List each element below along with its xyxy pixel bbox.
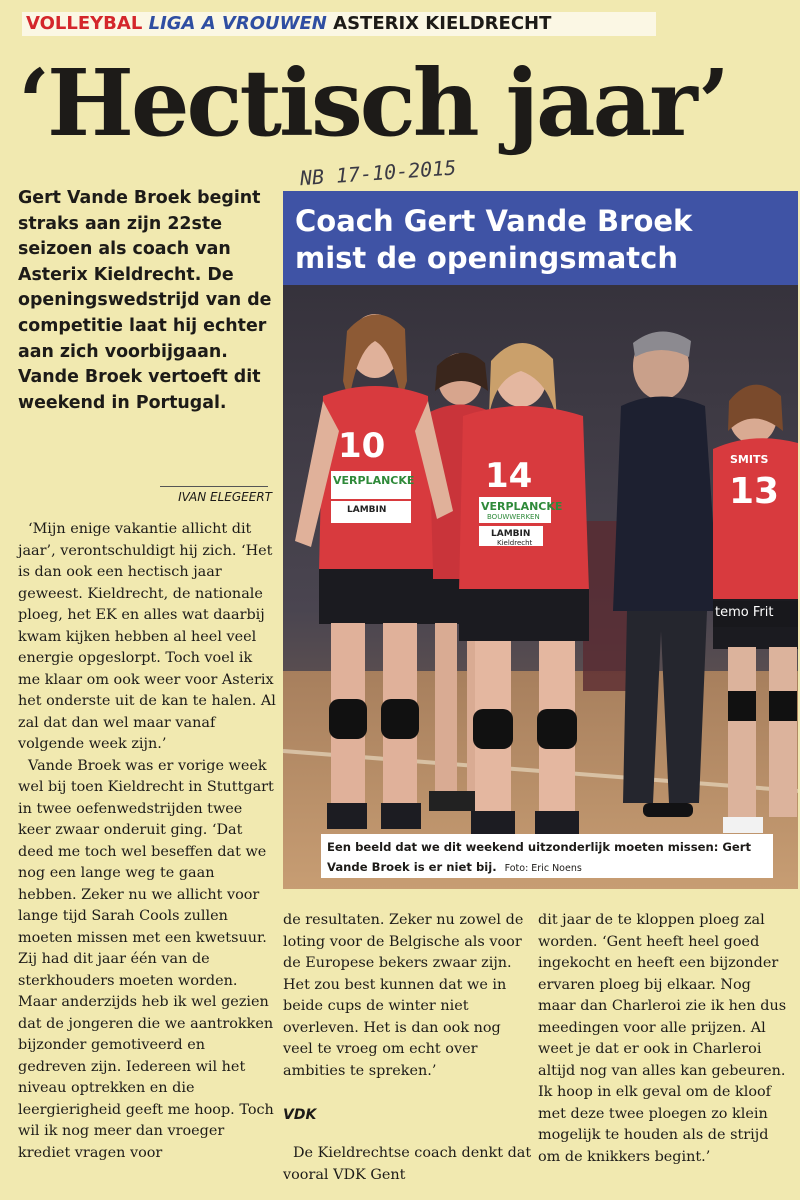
- team-label: ASTERIX KIELDRECHT: [333, 13, 552, 34]
- body-paragraph: Vande Broek was er vorige week wel bij toen Kieldrecht in Stuttgart in twee oefenwedstrijden twee keer zwaar onderuit ging. ‘Dat deed me toch wel beseffen dat we nog een lange weg te gaan hebben. Zeker nu we allicht voor lange tijd Sarah Cools zullen moeten missen met een kwetsuur. Zij had dit jaar één van de sterkhouders moeten worden. Maar anderzijds heb ik wel gezien dat de jongeren die we aantrokken bijzonder gemotiveerd en gedreven zijn. Iedereen wil het niveau optrekken en die leergierigheid geeft me hoop. Toch wil ik nog meer dan vroeger krediet vragen voor: [18, 757, 274, 1161]
- jersey-number-10: 10: [338, 426, 386, 466]
- sport-label: VOLLEYBAL: [26, 13, 143, 34]
- jersey-sponsor-10-sub: LAMBIN: [347, 505, 387, 515]
- handwritten-date-note: NB 17-10-2015: [299, 155, 458, 191]
- body-paragraph: dit jaar de te kloppen ploeg zal worden. ‘Gent heeft heel goed ingekocht en heeft een bijzonder ervaren ploeg bij elkaar. Nog maar dan Charleroi zie ik hen dus meedingen voor alle prijzen. Al weet je dat er ook in Charleroi altijd nog van alles kan gebeuren. Ik hoop in elk geval om de kloof met deze twee ploegen zo klein mogelijk te houden als de strijd om de knikkers begint.’: [538, 912, 787, 1165]
- headline: ‘Hectisch jaar’: [18, 49, 728, 157]
- league-label: LIGA A VROUWEN: [148, 13, 327, 34]
- body-column-2-continued: [283, 1143, 533, 1186]
- body-column-2: [283, 910, 533, 1082]
- photo-block: [283, 191, 798, 889]
- jersey-number-14: 14: [485, 456, 533, 496]
- photo-title-line-2: mist de openingsmatch: [295, 241, 678, 275]
- jersey-sponsor-14-lambin: LAMBIN: [491, 529, 531, 539]
- jersey-number-13: 13: [729, 471, 780, 512]
- body-paragraph: De Kieldrechtse coach denkt dat vooral VDK Gent: [283, 1145, 532, 1183]
- jersey-sponsor-14-town: Kieldrecht: [497, 539, 533, 547]
- photo-credit: Foto: Eric Noens: [504, 863, 582, 874]
- body-paragraph: ‘Mijn enige vakantie allicht dit jaar’, verontschuldigt hij zich. ‘Het is dan ook een hectisch jaar geweest. Kieldrecht, de nationale ploeg, het EK en alles wat daarbij kwam kijken hebben al heel veel energie opgeslorpt. Toch voel ik me klaar om ook weer voor Asterix het onderste uit de kan te halen. Al zal dat dan wel maar vanaf volgende week zijn.’: [18, 521, 276, 752]
- jersey-sponsor-14: VERPLANCKE: [481, 500, 563, 513]
- lead-paragraph: Gert Vande Broek begint straks aan zijn 22ste seizoen als coach van Asterix Kieldrecht. De openingswedstrijd van de competitie laat hij echter aan zich voorbijgaan. Vande Broek vertoeft dit weekend in Portugal.: [18, 188, 272, 413]
- sponsor-board-text: temo Frit: [715, 605, 774, 620]
- team-photo: [283, 191, 798, 889]
- photo-caption-text: Een beeld dat we dit weekend uitzonderlijk moeten missen: Gert Vande Broek is er niet bij.: [327, 840, 752, 874]
- photo-caption: [321, 834, 773, 878]
- photo-title-bar: [283, 191, 798, 285]
- body-column-3: [538, 910, 793, 1168]
- signature: VDK: [283, 1107, 317, 1123]
- jersey-sponsor-10: VERPLANCKE: [333, 474, 415, 487]
- author-divider: [160, 486, 268, 487]
- author-byline: IVAN ELEGEERT: [178, 490, 272, 504]
- photo-title-line-1: Coach Gert Vande Broek: [295, 204, 693, 238]
- body-column-1: [18, 519, 276, 1164]
- jersey-sponsor-14-sub: BOUWWERKEN: [487, 513, 540, 521]
- section-header: [22, 12, 656, 36]
- body-paragraph: de resultaten. Zeker nu zowel de loting voor de Belgische als voor de Europese bekers zwaar zijn. Het zou best kunnen dat we in beide cups de winter niet overleven. Het is dan ook nog veel te vroeg om echt over ambities te spreken.’: [283, 912, 524, 1079]
- jersey-name-smits: SMITS: [730, 453, 769, 466]
